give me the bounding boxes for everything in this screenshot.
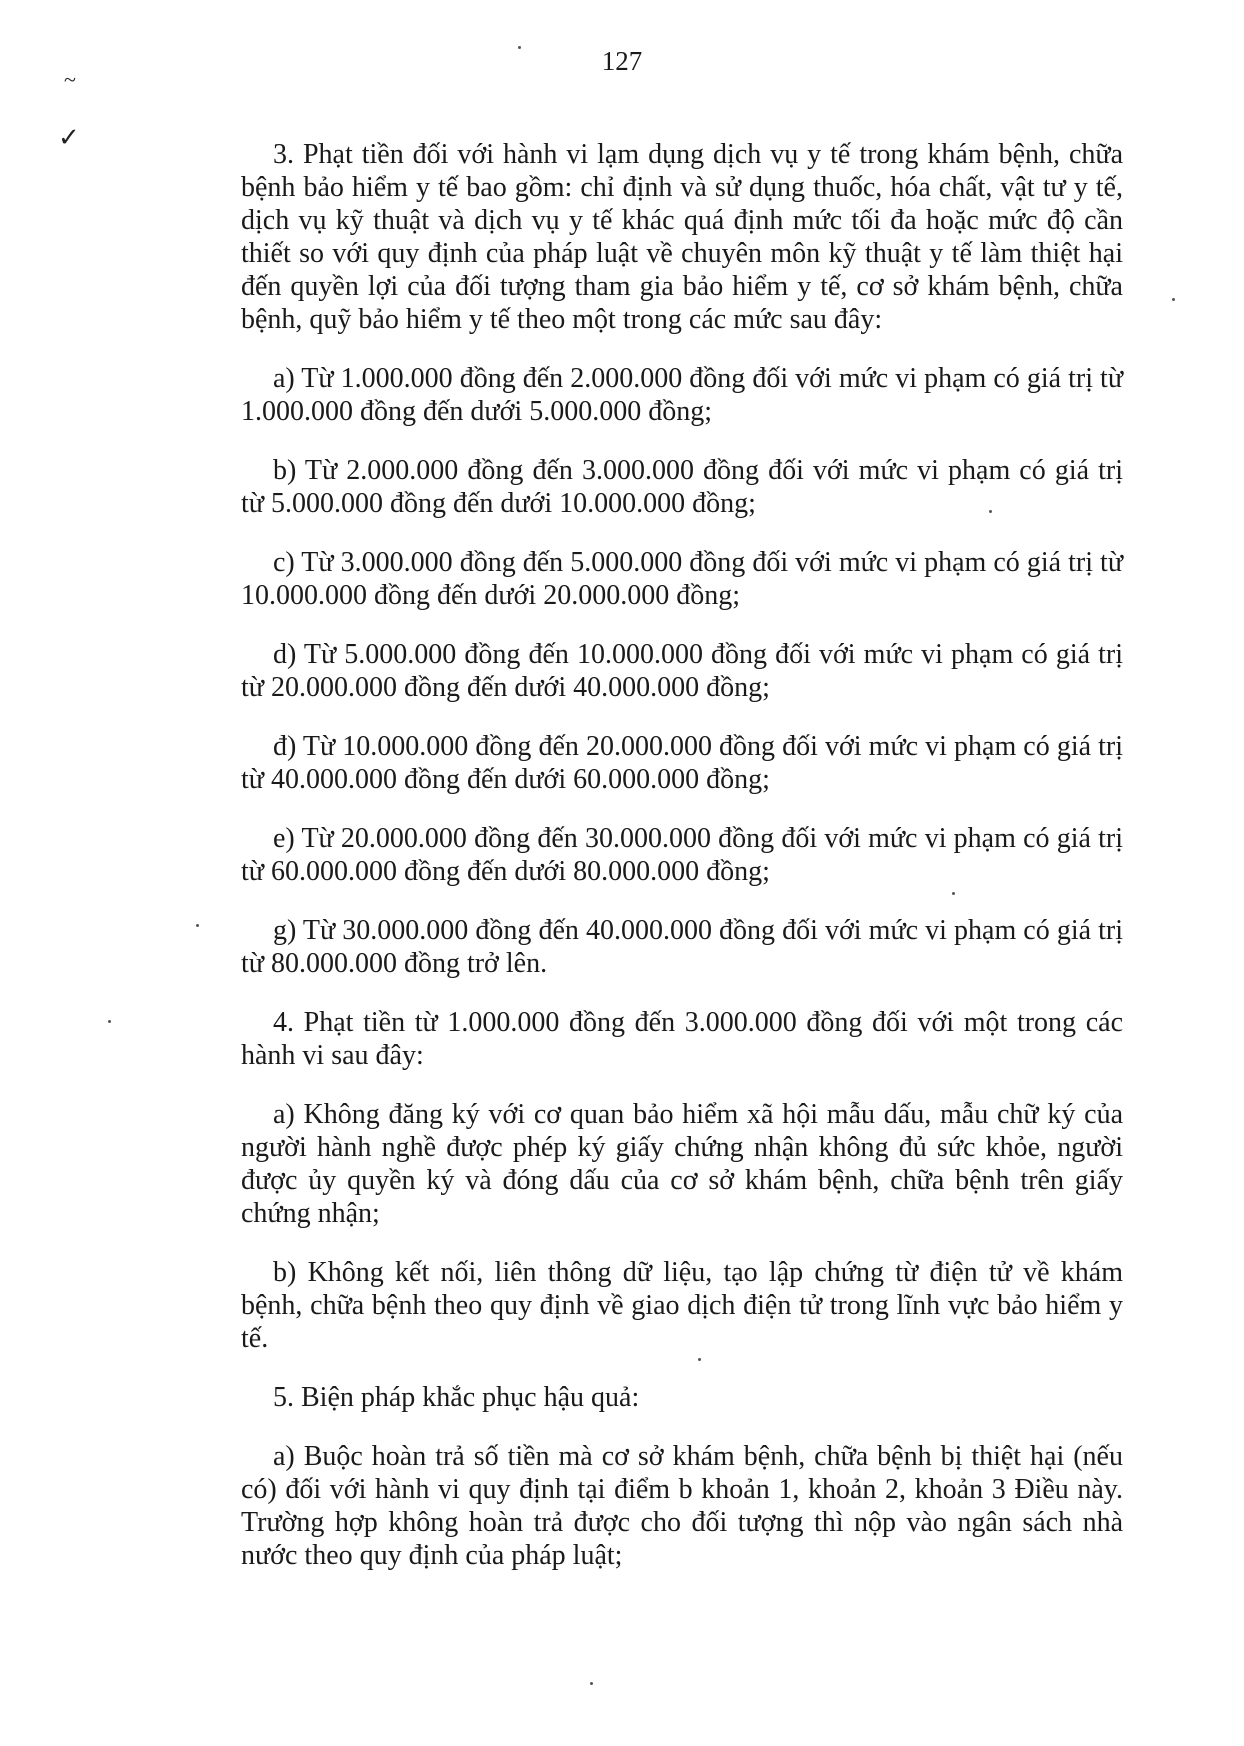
- margin-check-mark: ✓: [58, 123, 80, 152]
- paragraph-khoan-3-b: b) Từ 2.000.000 đồng đến 3.000.000 đồng đối với mức vi phạm có giá trị từ 5.000.000 đồng đến dưới 10.000.000 đồng;: [241, 455, 1123, 519]
- paragraph-khoan-3-a: a) Từ 1.000.000 đồng đến 2.000.000 đồng đối với mức vi phạm có giá trị từ 1.000.000 đồng đến dưới 5.000.000 đồng;: [241, 363, 1123, 427]
- scan-speck: [590, 1682, 593, 1685]
- paragraph-khoan-4: 4. Phạt tiền từ 1.000.000 đồng đến 3.000.000 đồng đối với một trong các hành vi sau đây:: [241, 1007, 1123, 1071]
- paragraph-khoan-3-dd: đ) Từ 10.000.000 đồng đến 20.000.000 đồng đối với mức vi phạm có giá trị từ 40.000.000 đồng đến dưới 60.000.000 đồng;: [241, 731, 1123, 795]
- margin-dash-mark: ~: [64, 67, 76, 92]
- scan-speck: [196, 924, 199, 927]
- scan-speck: [108, 1020, 111, 1023]
- document-body: [241, 138, 1123, 1598]
- scan-speck: [1172, 298, 1175, 301]
- paragraph-khoan-4-a: a) Không đăng ký với cơ quan bảo hiểm xã hội mẫu dấu, mẫu chữ ký của người hành nghề được phép ký giấy chứng nhận không đủ sức khỏe, người được ủy quyền ký và đóng dấu của cơ sở khám bệnh, chữa bệnh trên giấy chứng nhận;: [241, 1099, 1123, 1229]
- paragraph-khoan-5-a: a) Buộc hoàn trả số tiền mà cơ sở khám bệnh, chữa bệnh bị thiệt hại (nếu có) đối với hành vi quy định tại điểm b khoản 1, khoản 2, khoản 3 Điều này. Trường hợp không hoàn trả được cho đối tượng thì nộp vào ngân sách nhà nước theo quy định của pháp luật;: [241, 1441, 1123, 1571]
- paragraph-khoan-3: 3. Phạt tiền đối với hành vi lạm dụng dịch vụ y tế trong khám bệnh, chữa bệnh bảo hiểm y tế bao gồm: chỉ định và sử dụng thuốc, hóa chất, vật tư y tế, dịch vụ kỹ thuật và dịch vụ y tế khác quá định mức tối đa hoặc mức độ cần thiết so với quy định của pháp luật về chuyên môn kỹ thuật y tế làm thiệt hại đến quyền lợi của đối tượng tham gia bảo hiểm y tế, cơ sở khám bệnh, chữa bệnh, quỹ bảo hiểm y tế theo một trong các mức sau đây:: [241, 139, 1123, 335]
- paragraph-khoan-3-c: c) Từ 3.000.000 đồng đến 5.000.000 đồng đối với mức vi phạm có giá trị từ 10.000.000 đồng đến dưới 20.000.000 đồng;: [241, 547, 1123, 611]
- paragraph-khoan-3-d: d) Từ 5.000.000 đồng đến 10.000.000 đồng đối với mức vi phạm có giá trị từ 20.000.000 đồng đến dưới 40.000.000 đồng;: [241, 639, 1123, 703]
- paragraph-khoan-4-b: b) Không kết nối, liên thông dữ liệu, tạo lập chứng từ điện tử về khám bệnh, chữa bệnh theo quy định về giao dịch điện tử trong lĩnh vực bảo hiểm y tế.: [241, 1257, 1123, 1354]
- paragraph-khoan-3-g: g) Từ 30.000.000 đồng đến 40.000.000 đồng đối với mức vi phạm có giá trị từ 80.000.000 đồng trở lên.: [241, 915, 1123, 979]
- paragraph-khoan-5: 5. Biện pháp khắc phục hậu quả:: [273, 1382, 640, 1413]
- scan-speck: [518, 46, 521, 49]
- paragraph-khoan-3-e: e) Từ 20.000.000 đồng đến 30.000.000 đồng đối với mức vi phạm có giá trị từ 60.000.000 đồng đến dưới 80.000.000 đồng;: [241, 823, 1123, 887]
- page-number: 127: [601, 46, 643, 76]
